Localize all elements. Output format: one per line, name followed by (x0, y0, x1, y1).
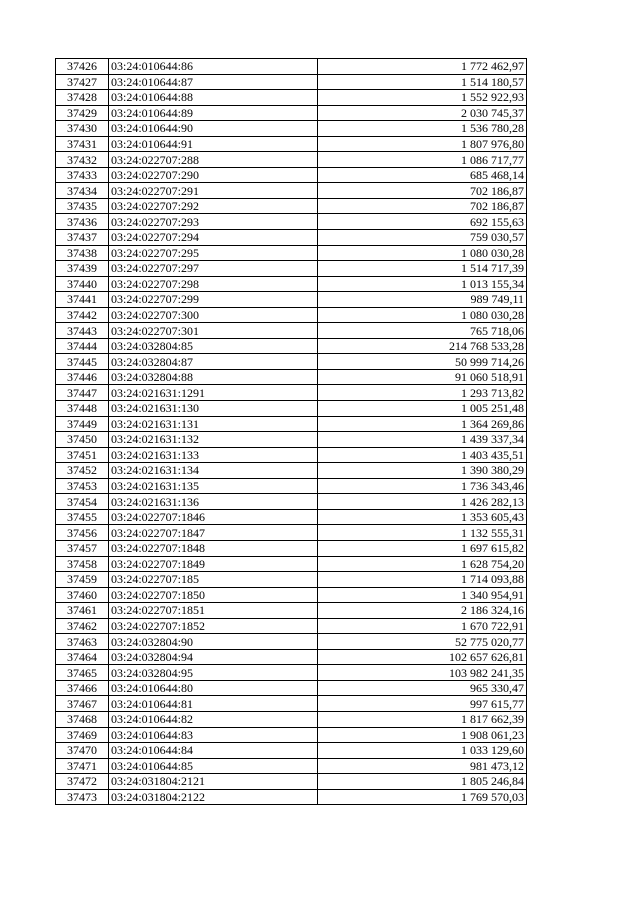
row-number-cell: 37467 (56, 696, 109, 712)
table-row (56, 338, 527, 354)
cadastral-number-cell: 03:24:022707:1846 (109, 509, 318, 525)
cadastral-value-cell: 1 033 129,60 (318, 743, 527, 759)
cadastral-number-cell: 03:24:022707:291 (109, 183, 318, 199)
row-number-cell: 37439 (56, 261, 109, 277)
cadastral-number-cell: 03:24:021631:132 (109, 432, 318, 448)
table-row (56, 105, 527, 121)
row-number-cell: 37455 (56, 509, 109, 525)
cadastral-value-cell: 1 817 662,39 (318, 711, 527, 727)
table-row (56, 603, 527, 619)
table-row (56, 385, 527, 401)
cadastral-value-cell: 102 657 626,81 (318, 649, 527, 665)
row-number-cell: 37426 (56, 59, 109, 75)
row-number-cell: 37441 (56, 292, 109, 308)
row-number-cell: 37440 (56, 276, 109, 292)
cadastral-number-cell: 03:24:022707:297 (109, 261, 318, 277)
cadastral-number-cell: 03:24:021631:136 (109, 494, 318, 510)
cadastral-value-cell: 692 155,63 (318, 214, 527, 230)
table-row (56, 727, 527, 743)
table-row (56, 401, 527, 417)
table-row (56, 90, 527, 106)
table-row (56, 556, 527, 572)
cadastral-value-cell: 1 736 343,46 (318, 478, 527, 494)
row-number-cell: 37466 (56, 680, 109, 696)
cadastral-number-cell: 03:24:022707:292 (109, 198, 318, 214)
cadastral-number-cell: 03:24:022707:1851 (109, 603, 318, 619)
cadastral-value-cell: 989 749,11 (318, 292, 527, 308)
cadastral-value-cell: 1 807 976,80 (318, 136, 527, 152)
cadastral-number-cell: 03:24:021631:134 (109, 463, 318, 479)
cadastral-number-cell: 03:24:032804:88 (109, 369, 318, 385)
table-row (56, 59, 527, 75)
table-row (56, 634, 527, 650)
cadastral-number-cell: 03:24:010644:84 (109, 743, 318, 759)
cadastral-value-cell: 103 982 241,35 (318, 665, 527, 681)
cadastral-value-cell: 1 908 061,23 (318, 727, 527, 743)
row-number-cell: 37442 (56, 307, 109, 323)
row-number-cell: 37433 (56, 167, 109, 183)
cadastral-number-cell: 03:24:022707:295 (109, 245, 318, 261)
cadastral-value-cell: 1 080 030,28 (318, 245, 527, 261)
table-row (56, 618, 527, 634)
table-row (56, 494, 527, 510)
cadastral-number-cell: 03:24:022707:293 (109, 214, 318, 230)
row-number-cell: 37469 (56, 727, 109, 743)
table-row (56, 276, 527, 292)
table-row (56, 743, 527, 759)
row-number-cell: 37437 (56, 230, 109, 246)
cadastral-value-cell: 1 628 754,20 (318, 556, 527, 572)
table-row (56, 198, 527, 214)
cadastral-value-cell: 1 293 713,82 (318, 385, 527, 401)
row-number-cell: 37473 (56, 789, 109, 805)
row-number-cell: 37471 (56, 758, 109, 774)
cadastral-value-cell: 1 514 717,39 (318, 261, 527, 277)
cadastral-value-cell: 759 030,57 (318, 230, 527, 246)
cadastral-number-cell: 03:24:022707:1849 (109, 556, 318, 572)
cadastral-number-cell: 03:24:010644:86 (109, 59, 318, 75)
cadastral-value-cell: 1 769 570,03 (318, 789, 527, 805)
cadastral-number-cell: 03:24:010644:91 (109, 136, 318, 152)
table-row (56, 292, 527, 308)
row-number-cell: 37431 (56, 136, 109, 152)
cadastral-number-cell: 03:24:021631:1291 (109, 385, 318, 401)
table-row (56, 540, 527, 556)
cadastral-value-cell: 1 353 605,43 (318, 509, 527, 525)
cadastral-number-cell: 03:24:021631:135 (109, 478, 318, 494)
cadastral-number-cell: 03:24:022707:1848 (109, 540, 318, 556)
table-row (56, 136, 527, 152)
cadastral-number-cell: 03:24:021631:133 (109, 447, 318, 463)
cadastral-value-cell: 1 132 555,31 (318, 525, 527, 541)
table-body (56, 59, 527, 805)
row-number-cell: 37450 (56, 432, 109, 448)
cadastral-value-cell: 1 714 093,88 (318, 572, 527, 588)
row-number-cell: 37453 (56, 478, 109, 494)
cadastral-number-cell: 03:24:010644:88 (109, 90, 318, 106)
cadastral-number-cell: 03:24:022707:185 (109, 572, 318, 588)
cadastral-value-cell: 2 030 745,37 (318, 105, 527, 121)
table-row (56, 572, 527, 588)
table-row (56, 447, 527, 463)
table-row (56, 369, 527, 385)
cadastral-number-cell: 03:24:022707:290 (109, 167, 318, 183)
table-row (56, 261, 527, 277)
row-number-cell: 37454 (56, 494, 109, 510)
cadastral-value-cell: 1 536 780,28 (318, 121, 527, 137)
cadastral-value-cell: 1 552 922,93 (318, 90, 527, 106)
row-number-cell: 37451 (56, 447, 109, 463)
table-row (56, 323, 527, 339)
cadastral-number-cell: 03:24:022707:300 (109, 307, 318, 323)
cadastral-number-cell: 03:24:022707:1850 (109, 587, 318, 603)
cadastral-value-cell: 1 426 282,13 (318, 494, 527, 510)
row-number-cell: 37432 (56, 152, 109, 168)
table-row (56, 680, 527, 696)
row-number-cell: 37452 (56, 463, 109, 479)
table-row (56, 774, 527, 790)
row-number-cell: 37461 (56, 603, 109, 619)
cadastral-number-cell: 03:24:021631:130 (109, 401, 318, 417)
cadastral-value-cell: 981 473,12 (318, 758, 527, 774)
cadastral-value-cell: 2 186 324,16 (318, 603, 527, 619)
table-row (56, 307, 527, 323)
cadastral-value-cell: 52 775 020,77 (318, 634, 527, 650)
cadastral-value-cell: 1 390 380,29 (318, 463, 527, 479)
row-number-cell: 37435 (56, 198, 109, 214)
table-row (56, 463, 527, 479)
row-number-cell: 37428 (56, 90, 109, 106)
row-number-cell: 37468 (56, 711, 109, 727)
cadastral-value-cell: 1 086 717,77 (318, 152, 527, 168)
row-number-cell: 37444 (56, 338, 109, 354)
table-row (56, 758, 527, 774)
cadastral-number-cell: 03:24:032804:85 (109, 338, 318, 354)
cadastral-value-cell: 1 670 722,91 (318, 618, 527, 634)
table-row (56, 649, 527, 665)
cadastral-value-cell: 214 768 533,28 (318, 338, 527, 354)
cadastral-number-cell: 03:24:032804:94 (109, 649, 318, 665)
cadastral-value-cell: 1 403 435,51 (318, 447, 527, 463)
cadastral-value-cell: 1 080 030,28 (318, 307, 527, 323)
row-number-cell: 37436 (56, 214, 109, 230)
row-number-cell: 37459 (56, 572, 109, 588)
cadastral-number-cell: 03:24:022707:1852 (109, 618, 318, 634)
cadastral-number-cell: 03:24:022707:301 (109, 323, 318, 339)
cadastral-value-cell: 91 060 518,91 (318, 369, 527, 385)
table-row (56, 245, 527, 261)
cadastral-value-cell: 1 364 269,86 (318, 416, 527, 432)
table-row (56, 696, 527, 712)
cadastral-value-cell: 1 697 615,82 (318, 540, 527, 556)
table-row (56, 711, 527, 727)
cadastral-number-cell: 03:24:032804:90 (109, 634, 318, 650)
row-number-cell: 37448 (56, 401, 109, 417)
cadastral-value-cell: 965 330,47 (318, 680, 527, 696)
row-number-cell: 37464 (56, 649, 109, 665)
cadastral-number-cell: 03:24:031804:2121 (109, 774, 318, 790)
cadastral-number-cell: 03:24:032804:87 (109, 354, 318, 370)
row-number-cell: 37458 (56, 556, 109, 572)
row-number-cell: 37463 (56, 634, 109, 650)
row-number-cell: 37446 (56, 369, 109, 385)
cadastral-value-cell: 1 439 337,34 (318, 432, 527, 448)
table-row (56, 152, 527, 168)
cadastral-number-cell: 03:24:010644:85 (109, 758, 318, 774)
row-number-cell: 37438 (56, 245, 109, 261)
table-row (56, 230, 527, 246)
cadastral-number-cell: 03:24:022707:288 (109, 152, 318, 168)
row-number-cell: 37449 (56, 416, 109, 432)
cadastral-number-cell: 03:24:010644:89 (109, 105, 318, 121)
cadastral-value-cell: 765 718,06 (318, 323, 527, 339)
row-number-cell: 37457 (56, 540, 109, 556)
table-row (56, 416, 527, 432)
cadastral-value-cell: 1 805 246,84 (318, 774, 527, 790)
row-number-cell: 37429 (56, 105, 109, 121)
row-number-cell: 37472 (56, 774, 109, 790)
cadastral-number-cell: 03:24:010644:87 (109, 74, 318, 90)
cadastral-value-cell: 1 005 251,48 (318, 401, 527, 417)
row-number-cell: 37462 (56, 618, 109, 634)
cadastral-value-cell: 997 615,77 (318, 696, 527, 712)
cadastral-number-cell: 03:24:010644:81 (109, 696, 318, 712)
cadastral-number-cell: 03:24:022707:299 (109, 292, 318, 308)
row-number-cell: 37430 (56, 121, 109, 137)
cadastral-number-cell: 03:24:010644:82 (109, 711, 318, 727)
row-number-cell: 37460 (56, 587, 109, 603)
table-row (56, 789, 527, 805)
row-number-cell: 37445 (56, 354, 109, 370)
cadastral-number-cell: 03:24:022707:298 (109, 276, 318, 292)
cadastral-value-cell: 1 340 954,91 (318, 587, 527, 603)
cadastral-value-cell: 702 186,87 (318, 183, 527, 199)
row-number-cell: 37434 (56, 183, 109, 199)
table-row (56, 509, 527, 525)
table-row (56, 525, 527, 541)
cadastral-number-cell: 03:24:010644:90 (109, 121, 318, 137)
cadastral-number-cell: 03:24:031804:2122 (109, 789, 318, 805)
cadastral-number-cell: 03:24:032804:95 (109, 665, 318, 681)
cadastral-number-cell: 03:24:021631:131 (109, 416, 318, 432)
row-number-cell: 37470 (56, 743, 109, 759)
table-row (56, 74, 527, 90)
table-row (56, 167, 527, 183)
cadastral-number-cell: 03:24:010644:80 (109, 680, 318, 696)
table-row (56, 478, 527, 494)
row-number-cell: 37447 (56, 385, 109, 401)
table-row (56, 665, 527, 681)
cadastral-number-cell: 03:24:022707:294 (109, 230, 318, 246)
cadastral-value-table (55, 58, 527, 805)
row-number-cell: 37456 (56, 525, 109, 541)
cadastral-value-cell: 1 514 180,57 (318, 74, 527, 90)
cadastral-value-cell: 50 999 714,26 (318, 354, 527, 370)
table-row (56, 587, 527, 603)
table-row (56, 214, 527, 230)
cadastral-value-cell: 685 468,14 (318, 167, 527, 183)
row-number-cell: 37427 (56, 74, 109, 90)
cadastral-number-cell: 03:24:022707:1847 (109, 525, 318, 541)
cadastral-value-cell: 1 772 462,97 (318, 59, 527, 75)
cadastral-number-cell: 03:24:010644:83 (109, 727, 318, 743)
table-row (56, 121, 527, 137)
table-row (56, 183, 527, 199)
row-number-cell: 37465 (56, 665, 109, 681)
table-row (56, 432, 527, 448)
cadastral-value-cell: 1 013 155,34 (318, 276, 527, 292)
row-number-cell: 37443 (56, 323, 109, 339)
table-row (56, 354, 527, 370)
cadastral-value-cell: 702 186,87 (318, 198, 527, 214)
